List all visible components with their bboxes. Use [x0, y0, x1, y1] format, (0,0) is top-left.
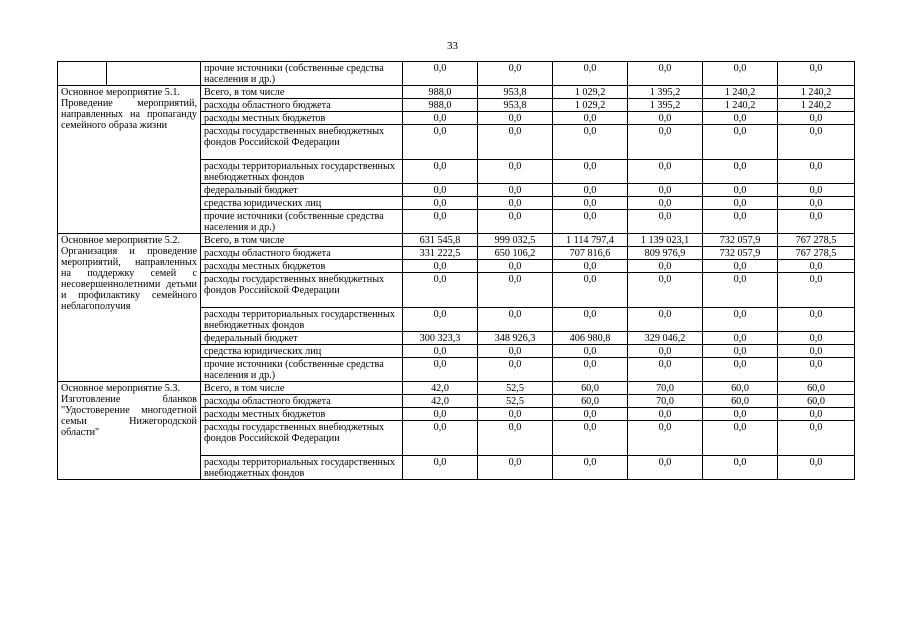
value-cell: 0,0 — [553, 125, 628, 160]
funding-source-cell: прочие источники (собственные средства населения и др.) — [201, 62, 403, 86]
funding-source-cell: Всего, в том числе — [201, 234, 403, 247]
funding-source-cell: федеральный бюджет — [201, 184, 403, 197]
value-cell: 0,0 — [778, 358, 855, 382]
empty-cell — [58, 62, 107, 86]
value-cell: 707 816,6 — [553, 247, 628, 260]
value-cell: 0,0 — [628, 125, 703, 160]
value-cell: 0,0 — [778, 184, 855, 197]
value-cell: 809 976,9 — [628, 247, 703, 260]
value-cell: 0,0 — [553, 184, 628, 197]
value-cell: 0,0 — [553, 408, 628, 421]
table-row — [58, 86, 855, 99]
value-cell: 0,0 — [703, 62, 778, 86]
funding-source-cell: расходы местных бюджетов — [201, 408, 403, 421]
value-cell: 0,0 — [553, 358, 628, 382]
value-cell: 0,0 — [478, 260, 553, 273]
value-cell: 406 980,8 — [553, 332, 628, 345]
value-cell: 0,0 — [703, 197, 778, 210]
value-cell: 348 926,3 — [478, 332, 553, 345]
value-cell: 732 057,9 — [703, 247, 778, 260]
value-cell: 0,0 — [778, 273, 855, 308]
value-cell: 988,0 — [403, 86, 478, 99]
page-number: 33 — [447, 40, 458, 52]
value-cell: 0,0 — [778, 260, 855, 273]
funding-source-cell: расходы государственных внебюджетных фондов Российской Федерации — [201, 125, 403, 160]
value-cell: 0,0 — [628, 160, 703, 184]
funding-source-cell: прочие источники (собственные средства населения и др.) — [201, 358, 403, 382]
funding-source-cell: Всего, в том числе — [201, 86, 403, 99]
value-cell: 999 032,5 — [478, 234, 553, 247]
value-cell: 0,0 — [628, 345, 703, 358]
value-cell: 60,0 — [703, 395, 778, 408]
value-cell: 331 222,5 — [403, 247, 478, 260]
value-cell: 0,0 — [703, 260, 778, 273]
funding-source-cell: расходы территориальных государственных внебюджетных фондов — [201, 456, 403, 480]
value-cell: 70,0 — [628, 382, 703, 395]
table-row — [58, 62, 855, 86]
value-cell: 0,0 — [703, 308, 778, 332]
value-cell: 0,0 — [403, 125, 478, 160]
value-cell: 0,0 — [628, 260, 703, 273]
value-cell: 0,0 — [628, 184, 703, 197]
value-cell: 0,0 — [703, 210, 778, 234]
funding-source-cell: расходы территориальных государственных внебюджетных фондов — [201, 308, 403, 332]
funding-source-cell: расходы государственных внебюджетных фондов Российской Федерации — [201, 273, 403, 308]
value-cell: 70,0 — [628, 395, 703, 408]
funding-source-cell: расходы областного бюджета — [201, 99, 403, 112]
value-cell: 60,0 — [553, 395, 628, 408]
value-cell: 1 395,2 — [628, 99, 703, 112]
value-cell: 0,0 — [478, 184, 553, 197]
value-cell: 0,0 — [478, 345, 553, 358]
event-description: Проведение мероприятий, направленных на пропаганду семейного образа жизни — [61, 98, 197, 131]
value-cell: 1 240,2 — [778, 99, 855, 112]
value-cell: 0,0 — [778, 308, 855, 332]
value-cell: 767 278,5 — [778, 234, 855, 247]
budget-table — [57, 61, 855, 480]
value-cell: 0,0 — [403, 456, 478, 480]
value-cell: 0,0 — [478, 160, 553, 184]
funding-source-cell: расходы областного бюджета — [201, 395, 403, 408]
value-cell: 0,0 — [778, 345, 855, 358]
value-cell: 0,0 — [553, 62, 628, 86]
value-cell: 0,0 — [703, 273, 778, 308]
value-cell: 0,0 — [403, 408, 478, 421]
value-cell: 0,0 — [403, 112, 478, 125]
table-row — [58, 382, 855, 395]
funding-source-cell: федеральный бюджет — [201, 332, 403, 345]
value-cell: 650 106,2 — [478, 247, 553, 260]
value-cell: 0,0 — [403, 421, 478, 456]
value-cell: 0,0 — [703, 112, 778, 125]
value-cell: 953,8 — [478, 86, 553, 99]
funding-source-cell: расходы местных бюджетов — [201, 112, 403, 125]
value-cell: 329 046,2 — [628, 332, 703, 345]
value-cell: 0,0 — [553, 456, 628, 480]
value-cell: 0,0 — [403, 308, 478, 332]
value-cell: 0,0 — [703, 125, 778, 160]
value-cell: 0,0 — [703, 345, 778, 358]
value-cell: 60,0 — [553, 382, 628, 395]
value-cell: 631 545,8 — [403, 234, 478, 247]
value-cell: 0,0 — [553, 160, 628, 184]
event-cell — [58, 86, 201, 234]
value-cell: 52,5 — [478, 395, 553, 408]
value-cell: 0,0 — [778, 112, 855, 125]
value-cell: 0,0 — [778, 456, 855, 480]
value-cell: 0,0 — [478, 456, 553, 480]
value-cell: 0,0 — [778, 332, 855, 345]
funding-source-cell: расходы территориальных государственных внебюджетных фондов — [201, 160, 403, 184]
event-cell — [58, 234, 201, 382]
value-cell: 1 029,2 — [553, 86, 628, 99]
event-title: Основное мероприятие 5.1. — [61, 87, 181, 98]
value-cell: 42,0 — [403, 395, 478, 408]
value-cell: 52,5 — [478, 382, 553, 395]
value-cell: 0,0 — [703, 421, 778, 456]
value-cell: 0,0 — [478, 308, 553, 332]
funding-source-cell: Всего, в том числе — [201, 382, 403, 395]
value-cell: 0,0 — [703, 408, 778, 421]
value-cell: 0,0 — [703, 332, 778, 345]
value-cell: 0,0 — [403, 273, 478, 308]
value-cell: 0,0 — [403, 184, 478, 197]
value-cell: 0,0 — [403, 345, 478, 358]
value-cell: 0,0 — [403, 160, 478, 184]
value-cell: 0,0 — [778, 421, 855, 456]
value-cell: 0,0 — [478, 421, 553, 456]
value-cell: 1 240,2 — [778, 86, 855, 99]
value-cell: 1 240,2 — [703, 99, 778, 112]
value-cell: 988,0 — [403, 99, 478, 112]
value-cell: 1 395,2 — [628, 86, 703, 99]
value-cell: 0,0 — [403, 62, 478, 86]
value-cell: 60,0 — [778, 382, 855, 395]
value-cell: 0,0 — [703, 456, 778, 480]
value-cell: 0,0 — [553, 273, 628, 308]
value-cell: 0,0 — [553, 210, 628, 234]
value-cell: 0,0 — [628, 197, 703, 210]
value-cell: 0,0 — [403, 260, 478, 273]
funding-source-cell: средства юридических лиц — [201, 197, 403, 210]
value-cell: 953,8 — [478, 99, 553, 112]
value-cell: 300 323,3 — [403, 332, 478, 345]
value-cell: 0,0 — [628, 456, 703, 480]
value-cell: 767 278,5 — [778, 247, 855, 260]
value-cell: 1 029,2 — [553, 99, 628, 112]
funding-source-cell: расходы областного бюджета — [201, 247, 403, 260]
value-cell: 0,0 — [403, 210, 478, 234]
empty-cell — [107, 62, 201, 86]
value-cell: 1 240,2 — [703, 86, 778, 99]
value-cell: 1 139 023,1 — [628, 234, 703, 247]
value-cell: 732 057,9 — [703, 234, 778, 247]
value-cell: 0,0 — [703, 358, 778, 382]
value-cell: 0,0 — [478, 125, 553, 160]
value-cell: 60,0 — [703, 382, 778, 395]
value-cell: 0,0 — [628, 112, 703, 125]
value-cell: 0,0 — [478, 273, 553, 308]
funding-source-cell: средства юридических лиц — [201, 345, 403, 358]
value-cell: 0,0 — [703, 184, 778, 197]
funding-source-cell: прочие источники (собственные средства населения и др.) — [201, 210, 403, 234]
value-cell: 60,0 — [778, 395, 855, 408]
event-title: Основное мероприятие 5.2. — [61, 235, 181, 246]
event-cell — [58, 382, 201, 480]
event-title: Основное мероприятие 5.3. — [61, 383, 181, 394]
event-description: Изготовление бланков "Удостоверение многодетной семьи Нижегородской области" — [61, 394, 197, 438]
value-cell: 0,0 — [553, 421, 628, 456]
value-cell: 0,0 — [628, 210, 703, 234]
value-cell: 0,0 — [553, 345, 628, 358]
value-cell: 0,0 — [628, 273, 703, 308]
table-row — [58, 234, 855, 247]
value-cell: 0,0 — [628, 408, 703, 421]
value-cell: 0,0 — [778, 160, 855, 184]
value-cell: 0,0 — [703, 160, 778, 184]
value-cell: 0,0 — [628, 308, 703, 332]
value-cell: 0,0 — [478, 408, 553, 421]
value-cell: 0,0 — [478, 210, 553, 234]
value-cell: 0,0 — [778, 62, 855, 86]
value-cell: 0,0 — [553, 260, 628, 273]
value-cell: 0,0 — [478, 112, 553, 125]
value-cell: 0,0 — [553, 197, 628, 210]
value-cell: 1 114 797,4 — [553, 234, 628, 247]
value-cell: 0,0 — [628, 62, 703, 86]
funding-source-cell: расходы государственных внебюджетных фондов Российской Федерации — [201, 421, 403, 456]
value-cell: 0,0 — [553, 112, 628, 125]
value-cell: 0,0 — [403, 197, 478, 210]
value-cell: 42,0 — [403, 382, 478, 395]
value-cell: 0,0 — [478, 197, 553, 210]
value-cell: 0,0 — [478, 358, 553, 382]
value-cell: 0,0 — [553, 308, 628, 332]
value-cell: 0,0 — [778, 408, 855, 421]
value-cell: 0,0 — [403, 358, 478, 382]
value-cell: 0,0 — [778, 210, 855, 234]
value-cell: 0,0 — [778, 197, 855, 210]
value-cell: 0,0 — [628, 358, 703, 382]
funding-source-cell: расходы местных бюджетов — [201, 260, 403, 273]
value-cell: 0,0 — [628, 421, 703, 456]
value-cell: 0,0 — [778, 125, 855, 160]
event-description: Организация и проведение мероприятий, направленных на поддержку семей с несовершеннолетними детьми и профилактику семейного неблагополучия — [61, 246, 197, 312]
value-cell: 0,0 — [478, 62, 553, 86]
